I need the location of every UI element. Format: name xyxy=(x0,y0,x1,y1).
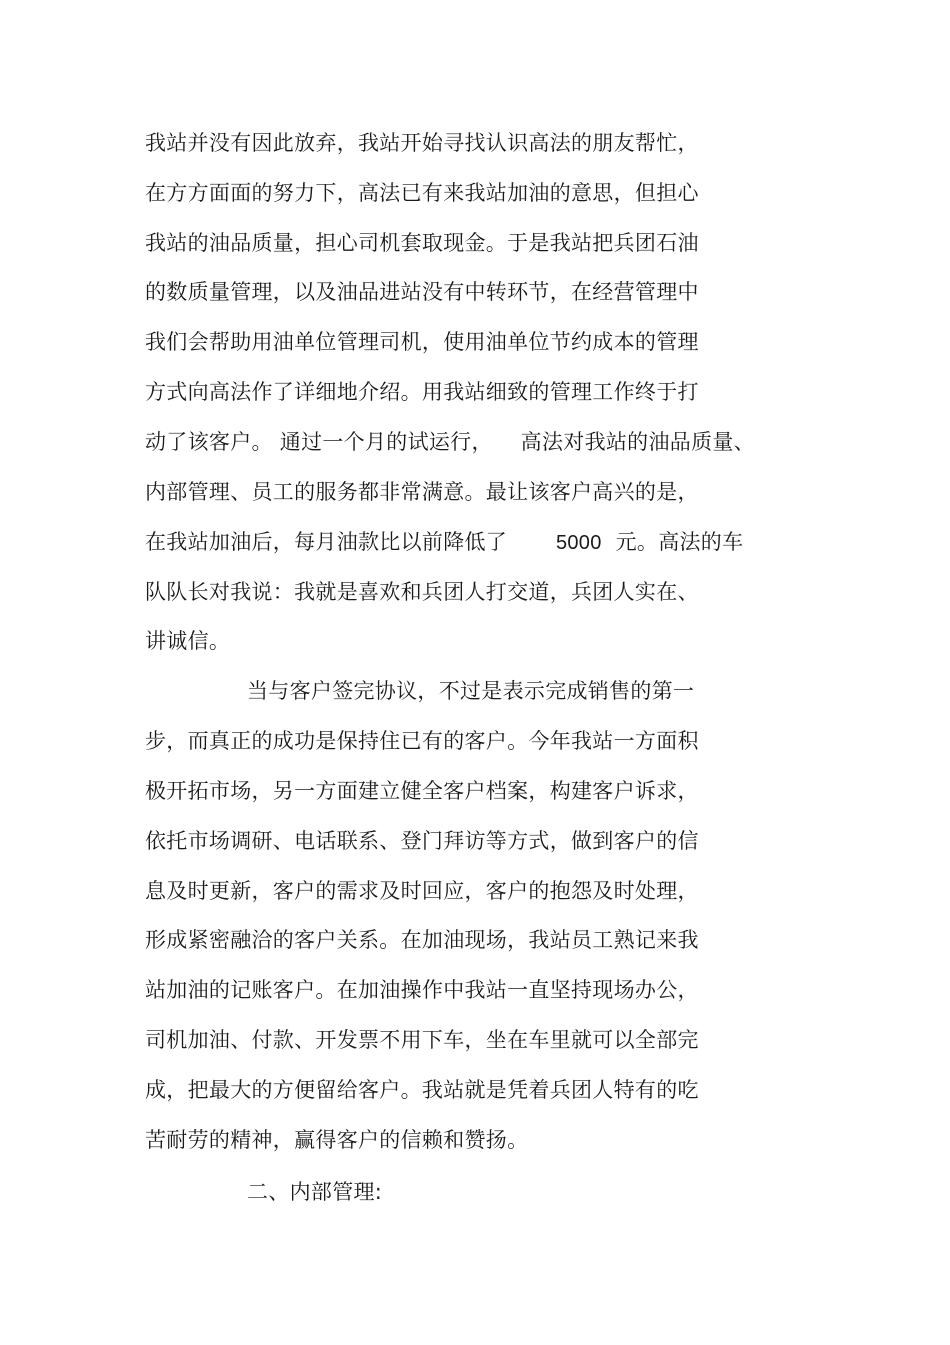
text-line: 我们会帮助用油单位管理司机，使用油单位节约成本的管理 xyxy=(145,330,699,354)
text-line: 方式向高法作了详细地介绍。用我站细致的管理工作终于打 xyxy=(145,380,699,404)
text-line-with-amount xyxy=(145,527,743,557)
text-line: 步，而真正的成功是保持住已有的客户。今年我站一方面积 xyxy=(145,729,699,753)
text-line: 形成紧密融洽的客户关系。在加油现场，我站员工熟记来我 xyxy=(145,928,699,952)
text-line: 站加油的记账客户。在加油操作中我站一直坚持现场办公， xyxy=(145,978,699,1002)
text-line: 息及时更新，客户的需求及时回应，客户的抱怨及时处理， xyxy=(145,879,699,903)
text-line: 内部管理、员工的服务都非常满意。最让该客户高兴的是， xyxy=(145,480,699,504)
section-heading: 二、内部管理: xyxy=(247,1180,383,1204)
text-line: 的数质量管理，以及油品进站没有中转环节，在经营管理中 xyxy=(145,280,699,304)
text-line: 司机加油、付款、开发票不用下车，坐在车里就可以全部完 xyxy=(145,1028,699,1052)
text-line: 我站并没有因此放弃，我站开始寻找认识高法的朋友帮忙， xyxy=(145,131,699,155)
text-line: 苦耐劳的精神，赢得客户的信赖和赞扬。 xyxy=(145,1128,529,1152)
text-line: 在方方面面的努力下，高法已有来我站加油的意思，但担心 xyxy=(145,181,699,205)
text-line: 依托市场调研、电话联系、登门拜访等方式，做到客户的信 xyxy=(145,829,699,853)
text-line: 讲诚信。 xyxy=(145,629,231,653)
text-segment: 元。高法的车 xyxy=(601,530,744,554)
text-line: 动了该客户。 通过一个月的试运行， 高法对我站的油品质量、 xyxy=(145,430,755,454)
text-line: 我站的油品质量，担心司机套取现金。于是我站把兵团石油 xyxy=(145,231,699,255)
text-line: 队队长对我说：我就是喜欢和兵团人打交道，兵团人实在、 xyxy=(145,580,699,604)
text-line: 成，把最大的方便留给客户。我站就是凭着兵团人特有的吃 xyxy=(145,1078,699,1102)
paragraph-first-line: 当与客户签完协议，不过是表示完成销售的第一 xyxy=(247,679,695,703)
amount-value: 5000 xyxy=(555,532,602,554)
text-segment: 在我站加油后，每月油款比以前降低了 xyxy=(145,530,556,554)
text-line: 极开拓市场，另一方面建立健全客户档案，构建客户诉求， xyxy=(145,779,699,803)
